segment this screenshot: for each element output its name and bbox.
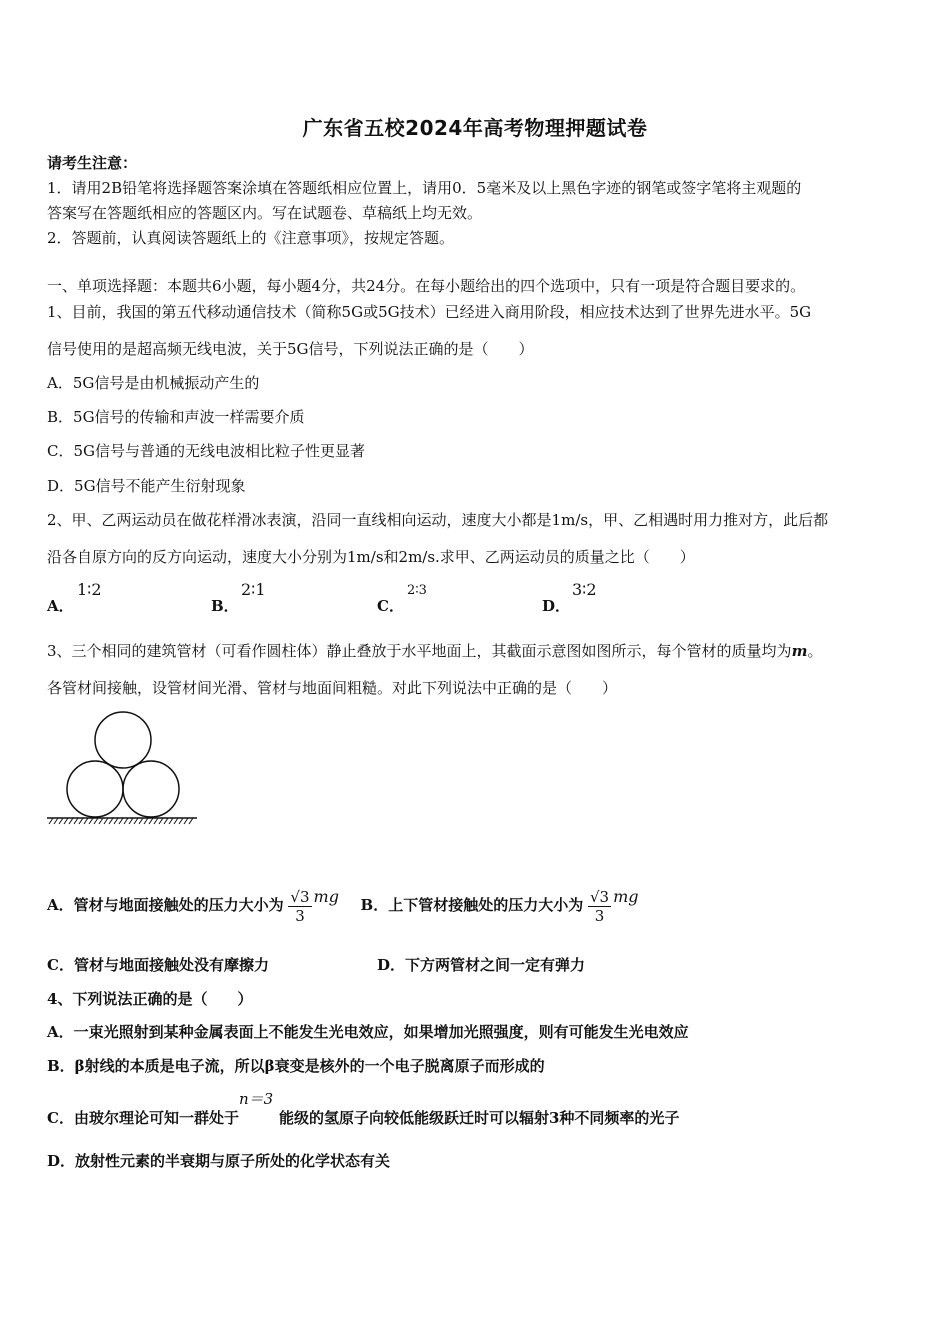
q4-option-d: D．放射性元素的半衰期与原子所处的化学状态有关 <box>47 1152 391 1170</box>
q1-option-b: B．5G信号的传输和声波一样需要介质 <box>47 408 305 426</box>
stacked-pipes-diagram <box>44 710 204 830</box>
q1-stem-line-1: 1、目前，我国的第五代移动通信技术（简称5G或5G技术）已经进入商用阶段，相应技术达到了世界先进水平。5G <box>47 303 812 321</box>
q3-option-c: C．管材与地面接触处没有摩擦力 <box>47 956 269 974</box>
q1-stem-line-2: 信号使用的是超高频无线电波，关于5G信号，下列说法正确的是（ ） <box>47 340 534 358</box>
notice-item-2: 2．答题前，认真阅读答题纸上的《注意事项》，按规定答题。 <box>47 229 455 247</box>
q1-option-d: D．5G信号不能产生衍射现象 <box>47 477 246 495</box>
notice-item-1-line-2: 答案写在答题纸相应的答题区内。写在试题卷、草稿纸上均无效。 <box>47 204 483 222</box>
q3-option-b-text: B．上下管材接触处的压力大小为 <box>360 896 584 914</box>
q4-option-a: A．一束光照射到某种金属表面上不能发生光电效应，如果增加光照强度，则有可能发生光电效应 <box>47 1023 689 1041</box>
q1-option-c: C．5G信号与普通的无线电波相比粒子性更显著 <box>47 442 366 460</box>
q4-option-c: C．由玻尔理论可知一群处于 n＝3 能级的氢原子向较低能级跃迁时可以辐射3种不同频率的光子 <box>47 1090 680 1127</box>
q2-stem-line-1: 2、甲、乙两运动员在做花样滑冰表演，沿同一直线相向运动，速度大小都是1m/s，甲、乙相遇时用力推对方，此后都 <box>47 511 829 529</box>
q2-stem-line-2: 沿各自原方向的反方向运动，速度大小分别为1m/s和2m/s.求甲、乙两运动员的质量之比（ ） <box>47 548 695 566</box>
q3-stem-line-2: 各管材间接触，设管材间光滑、管材与地面间粗糙。对此下列说法中正确的是（ ） <box>47 679 618 697</box>
q4-option-b: B．β射线的本质是电子流，所以β衰变是核外的一个电子脱离原子而形成的 <box>47 1057 545 1075</box>
section-1-heading: 一、单项选择题：本题共6小题，每小题4分，共24分。在每小题给出的四个选项中，只有一项是符合题目要求的。 <box>47 277 806 295</box>
ground-hatching <box>49 818 193 824</box>
notice-heading: 请考生注意： <box>47 154 138 172</box>
q1-option-a: A．5G信号是由机械振动产生的 <box>47 374 260 392</box>
notice-item-1-line-1: 1．请用2B铅笔将选择题答案涂填在答题纸相应位置上，请用0．5毫米及以上黑色字迹的钢笔或签字笔将主观题的 <box>47 179 802 197</box>
lower-left-pipe-circle <box>67 761 123 817</box>
q4-stem: 4、下列说法正确的是（ ） <box>47 990 253 1008</box>
top-pipe-circle <box>95 712 151 768</box>
page-title: 广东省五校2024年高考物理押题试卷 <box>302 116 648 140</box>
lower-right-pipe-circle <box>123 761 179 817</box>
q3-options-ab: A．管材与地面接触处的压力大小为 $\frac{√3}{3}$ mg B．上下管材接触处的压力大小为 $\frac{√3}{3}$ mg <box>47 887 639 925</box>
q3-option-d: D．下方两管材之间一定有弹力 <box>377 956 586 974</box>
q2-options: A． 1∶2 B． 2∶1 C． 2∶3 D． 3∶2 <box>47 580 597 615</box>
q3-stem-line-1: 3、三个相同的建筑管材（可看作圆柱体）静止叠放于水平地面上，其截面示意图如图所示，每个管材的质量均为m。 <box>47 642 823 660</box>
q3-option-a-fraction: $\frac{√3}{3}$ <box>290 887 310 925</box>
q4-option-c-n-value: n＝3 <box>238 1090 274 1108</box>
q3-option-b-fraction: $\frac{√3}{3}$ <box>589 887 610 925</box>
q3-option-a-text: A．管材与地面接触处的压力大小为 <box>47 896 284 914</box>
